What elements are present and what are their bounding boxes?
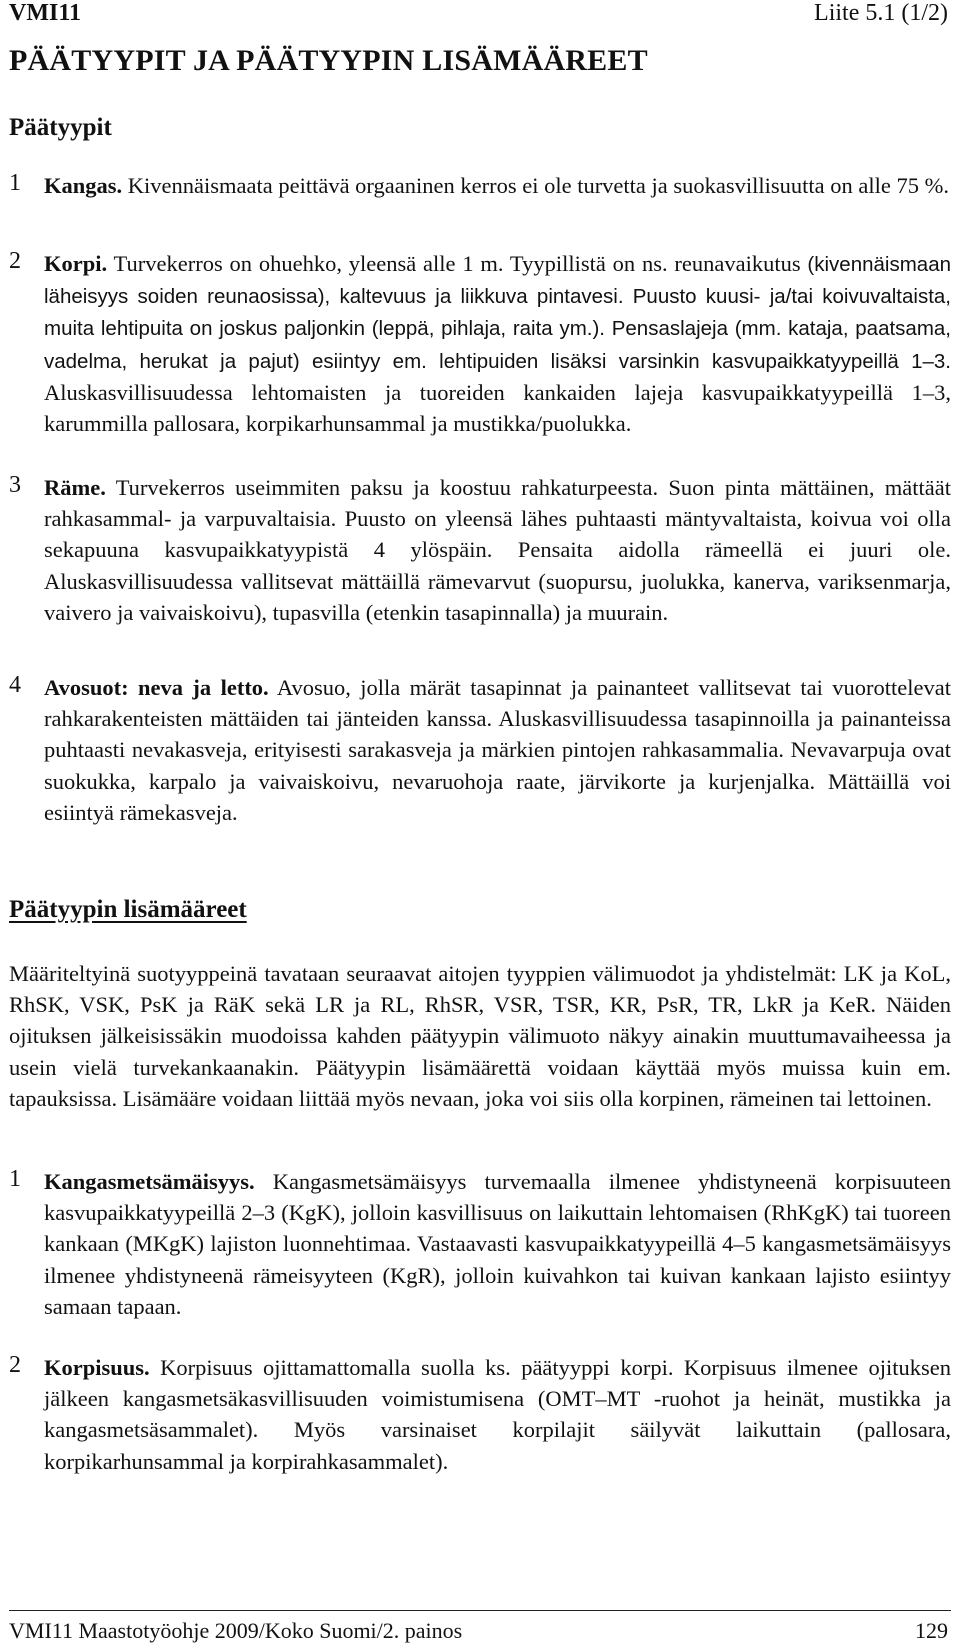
item-number: 4 <box>9 672 21 698</box>
header-appendix: Liite 5.1 (1/2) <box>814 0 948 26</box>
item-body <box>44 1166 951 1322</box>
modifier-item-2 <box>9 1352 951 1477</box>
main-type-item-3 <box>9 472 951 628</box>
item-text: Avosuo, jolla märät tasapinnat ja painanteet vallitsevat tai vuorottelevat rahkarakenteisten mättäiden tai jänteiden kanssa. Aluskasvillisuudessa tasapinnoilla ja painanteissa puhtaasti nevakasveja, erityisesti sarakasveja ja märkien pintojen rahkasammalia. Nevavarpuja ovat suokukka, karpalo ja vaivaiskoivu, nevaruohoja raate, järvikorte ja kurjenjalka. Mättäillä voi esiintyä rämekasveja. <box>44 675 951 825</box>
item-text: Turvekerros useimmiten paksu ja koostuu rahkaturpeesta. Suon pinta mättäinen, mättäät rahkasammal- ja varpuvaltaisia. Puusto on yleensä lähes puhtaasti mäntyvaltaista, koivua voi olla sekapuuna kasvupaikkatyypistä 4 ylöspäin. Pensaita aidolla rämeellä ei juuri ole. Aluskasvillisuudessa vallitsevat mättäillä rämevarvut (suopursu, juolukka, kanerva, variksenmarja, vaivero ja vaivaiskoivu), tupasvilla (etenkin tasapinnalla) ja muurain. <box>44 475 951 625</box>
item-term: Korpisuus. <box>44 1355 150 1380</box>
item-term: Räme. <box>44 475 106 500</box>
page-number: 129 <box>915 1618 948 1643</box>
item-body <box>44 472 951 628</box>
item-text-sans: (kivennäismaan läheisyys soiden reunaosissa), kaltevuus ja liikkuva pintavesi. Puusto kuusi- ja/tai koivuvaltaista, muita lehtipuita on joskus paljonkin (leppä, pihlaja, raita ym.). Pensaslajeja (mm. kataja, paatsama, vadelma, herukat ja pajut) esiintyy em. lehtipuiden lisäksi varsinkin kasvupaikkatyypeillä 1–3. <box>44 253 951 373</box>
item-text: Kangasmetsämäisyys turvemaalla ilmenee yhdistyneenä korpisuuteen kasvupaikkatyypeillä 2–3 (KgK), jolloin kasvillisuus on laikuttain lehtomaisen (RhKgK) tai tuoreen kankaan (MKgK) lajiston luonnehtimaa. Vastaavasti kasvupaikkatyypeillä 4–5 kangasmetsämäisyys ilmenee yhdistyneenä rämeisyyteen (KgR), jolloin kuivahkon tai kuivan kankaan lajisto esiintyy samaan tapaan. <box>44 1169 951 1319</box>
item-body <box>44 248 951 439</box>
main-type-item-1 <box>9 170 951 201</box>
section-heading-modifiers: Päätyypin lisämääreet <box>9 896 247 923</box>
item-number: 2 <box>9 248 21 274</box>
footer-publication: VMI11 Maastotyöohje 2009/Koko Suomi/2. painos <box>9 1618 463 1643</box>
modifier-item-1 <box>9 1166 951 1322</box>
modifiers-intro: Määriteltyinä suotyyppeinä tavataan seuraavat aitojen tyyppien välimuodot ja yhdistelmät: LK ja KoL, RhSK, VSK, PsK ja RäK sekä LR ja RL, RhSR, VSR, TSR, KR, PsR, TR, LkR ja KeR. Näiden ojituksen jälkeisissäkin muodoissa kahden päätyypin välimuoto näkyy ainakin muuttumavaiheessa ja usein vielä turvekankaanakin. Päätyypin lisämäärettä voidaan käyttää myös muissa kuin em. tapauksissa. Lisämääre voidaan liittää myös nevaan, joka voi siis olla korpinen, rämeinen tai lettoinen. <box>9 961 951 1111</box>
item-term: Kangasmetsämäisyys. <box>44 1169 255 1194</box>
item-term: Avosuot: neva ja letto. <box>44 675 269 700</box>
item-body <box>44 1352 951 1477</box>
item-number: 2 <box>9 1352 21 1378</box>
item-number: 1 <box>9 1166 21 1192</box>
page-title: PÄÄTYYPIT JA PÄÄTYYPIN LISÄMÄÄREET <box>9 44 648 77</box>
item-body <box>44 672 951 828</box>
item-text: Turvekerros on ohuehko, yleensä alle 1 m. Tyypillistä on ns. reunavaikutus <box>107 251 808 276</box>
main-type-item-4 <box>9 672 951 828</box>
item-text: Korpisuus ojittamattomalla suolla ks. päätyyppi korpi. Korpisuus ilmenee ojituksen jälkeen kangasmetsäkasvillisuuden voimistumisena (OMT–MT -ruohot ja heinät, mustikka ja kangasmetsäsammalet). Myös varsinaiset korpilajit säilyvät laikuttain (pallosara, korpikarhunsammal ja korpirahkasammalet). <box>44 1355 951 1474</box>
item-term: Korpi. <box>44 251 108 276</box>
footer-divider <box>9 1610 951 1611</box>
section-heading-main-types: Päätyypit <box>9 114 112 141</box>
item-number: 3 <box>9 472 21 498</box>
item-text: Kivennäismaata peittävä orgaaninen kerros ei ole turvetta ja suokasvillisuutta on alle 75 %. <box>122 173 949 198</box>
header-code: VMI11 <box>9 0 81 26</box>
item-number: 1 <box>9 170 21 196</box>
item-term: Kangas. <box>44 173 123 198</box>
item-text-tail: Aluskasvillisuudessa lehtomaisten ja tuoreiden kankaiden lajeja kasvupaikkatyypeillä 1–3, karummilla pallosara, korpikarhunsammal ja mustikka/puolukka. <box>44 379 951 437</box>
main-type-item-2 <box>9 248 951 439</box>
item-body <box>44 170 951 201</box>
